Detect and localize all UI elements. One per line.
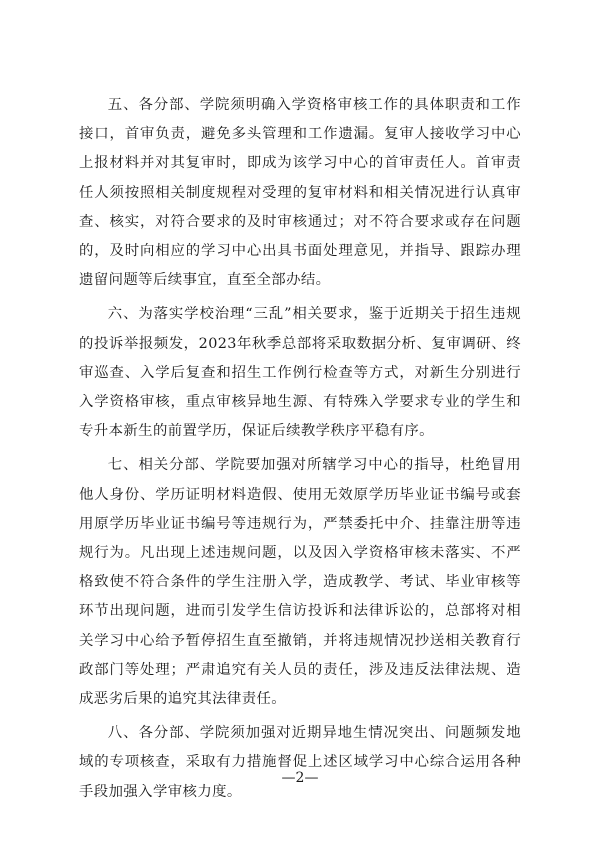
paragraph-five: 五、各分部、学院须明确入学资格审核工作的具体职责和工作接口，首审负责，避免多头管理和工作遗漏。复审人接收学习中心上报材料并对其复审时，即成为该学习中心的首审责任人。首审责任人须按照相关制度规程对受理的复审材料和相关情况进行认真审查、核实，对符合要求的及时审核通过；对不符合要求或存在问题的，及时向相应的学习中心出具书面处理意见，并指导、跟踪办理遗留问题等后续事宜，直至全部办结。 — [79, 97, 521, 289]
page-number: —2— — [281, 770, 319, 786]
paragraph-seven: 七、相关分部、学院要加强对所辖学习中心的指导，杜绝冒用他人身份、学历证明材料造假、使用无效原学历毕业证书编号或套用原学历毕业证书编号等违规行为，严禁委托中介、挂靠注册等违规行为。凡出现上述违规问题，以及因入学资格审核未落实、不严格致使不符合条件的学生注册入学，造成教学、考试、毕业审核等环节出现问题，进而引发学生信访投诉和法律诉讼的，总部将对相关学习中心给予暂停招生直至撤销，并将违规情况抄送相关教育行政部门等处理；严肃追究有关人员的责任，涉及违反法律法规、造成恶劣后果的追究其法律责任。 — [79, 457, 521, 708]
paragraph-eight: 八、各分部、学院须加强对近期异地生情况突出、问题频发地域的专项核查，采取有力措施督促上述区域学习中心综合运用各种手段加强入学审核力度。 — [79, 725, 521, 800]
paragraph-six: 六、为落实学校治理“三乱”相关要求，鉴于近期关于招生违规的投诉举报频发，2023年秋季总部将采取数据分析、复审调研、终审巡查、入学后复查和招生工作例行检查等方式，对新生分别进行入学资格审核，重点审核异地生源、有特殊入学要求专业的学生和专升本新生的前置学历，保证后续教学秩序平稳有序。 — [79, 306, 521, 440]
